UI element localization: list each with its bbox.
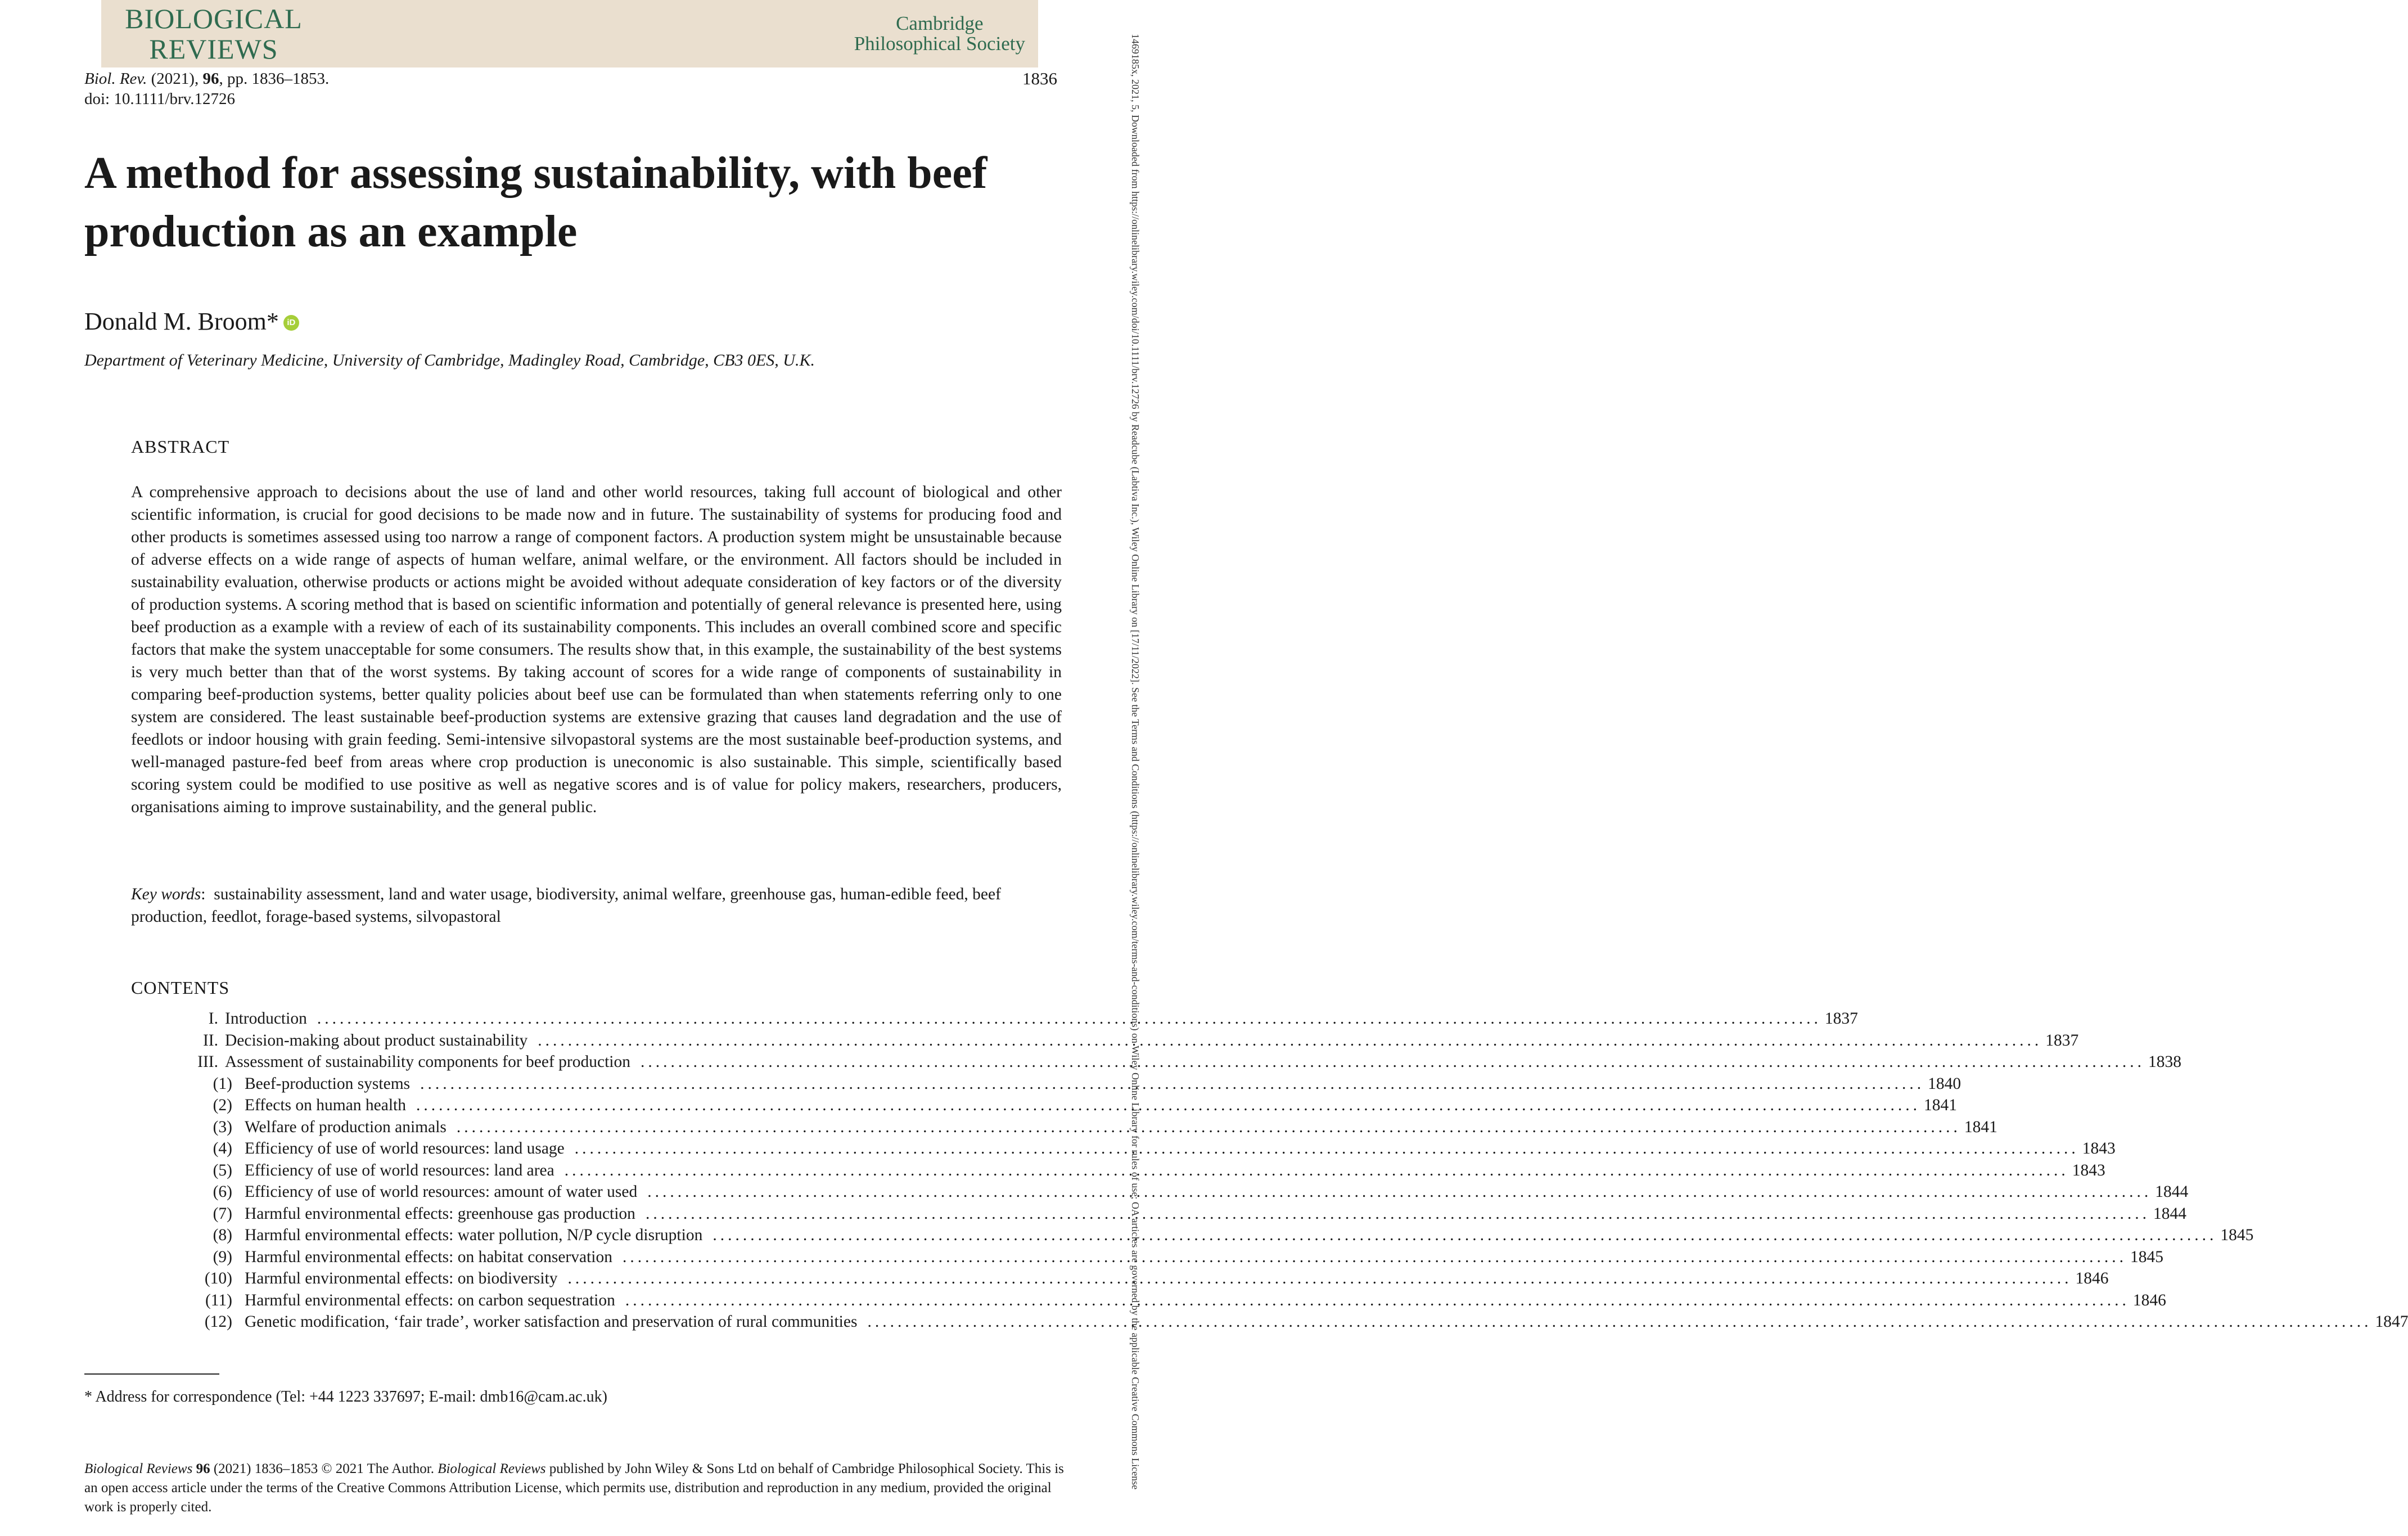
- toc-entry-number: (3): [213, 1118, 232, 1136]
- toc-entry-title: Harmful environmental effects: on habitat conservation: [245, 1247, 612, 1266]
- toc-entry-page: 1841: [1964, 1118, 1997, 1136]
- author-name: Donald M. Broom*: [84, 308, 279, 335]
- toc-entry-number: (9): [213, 1247, 232, 1266]
- toc-entry-title: Harmful environmental effects: water pollution, N/P cycle disruption: [245, 1226, 703, 1244]
- keywords: Key words: sustainability assessment, land and water usage, biodiversity, animal welfare, greenhouse gas, human-edible feed, beef production, feedlot, forage-based systems, silvopastoral: [131, 885, 1001, 926]
- citation-year: (2021),: [151, 70, 199, 88]
- toc-entry-page: 1846: [2132, 1291, 2166, 1309]
- author-affiliation: Department of Veterinary Medicine, University of Cambridge, Madingley Road, Cambridge, CB3 0ES, U.K.: [84, 351, 815, 370]
- toc-entry-title: Efficiency of use of world resources: amount of water used: [245, 1183, 638, 1201]
- toc-entry[interactable]: [131, 1268, 2109, 1290]
- toc-leader-dots: ........................................................................................................................................................................................................: [647, 1183, 2152, 1201]
- toc-entry[interactable]: [131, 1030, 2079, 1052]
- toc-leader-dots: ........................................................................................................................................................................................................: [574, 1139, 2079, 1157]
- toc-leader-dots: ........................................................................................................................................................................................................: [567, 1269, 2072, 1287]
- toc-entry-number: (8): [213, 1226, 232, 1244]
- license-journal-2: Biological Reviews: [438, 1461, 546, 1476]
- license-volume: 96: [196, 1461, 210, 1476]
- toc-entry[interactable]: [131, 1051, 2181, 1073]
- author-line: [84, 307, 299, 337]
- toc-entry-page: 1841: [1924, 1096, 1957, 1114]
- download-watermark: 1469185x, 2021, 5, Downloaded from https://onlinelibrary.wiley.com/doi/10.1111/brv.12726 by Readcube (Labtiva Inc.), Wiley Online Library on [17/11/2022]. See the Terms and Conditions (https://onlinelibrary.wiley.com/terms-and-conditions) on Wiley Online Library for rules of use; OA articles are governed by the applicable Creative Commons License: [1130, 34, 1141, 1490]
- toc-entry-page: 1846: [2075, 1269, 2109, 1287]
- keywords-label: Key words: [131, 885, 201, 903]
- toc-leader-dots: ........................................................................................................................................................................................................: [867, 1313, 2372, 1331]
- license-terms: published by John Wiley & Sons Ltd on behalf of Cambridge Philosophical Society. This is an open access article under the terms of the Creative Commons Attribution License, which permits use, distribution and reproduction in any medium, provided the original work is properly cited.: [84, 1461, 1064, 1515]
- toc-leader-dots: ........................................................................................................................................................................................................: [622, 1247, 2127, 1266]
- toc-entry-number: (2): [213, 1096, 232, 1114]
- toc-entry-page: 1844: [2153, 1204, 2186, 1223]
- toc-entry-number: (11): [205, 1291, 232, 1309]
- correspondence-footnote: * Address for correspondence (Tel: +44 1223 337697; E-mail: dmb16@cam.ac.uk): [84, 1388, 607, 1406]
- doi[interactable]: doi: 10.1111/brv.12726: [84, 90, 235, 108]
- toc-leader-dots: ........................................................................................................................................................................................................: [416, 1096, 1920, 1114]
- journal-name-line1: BIOLOGICAL: [125, 3, 303, 34]
- license-copyright: (2021) 1836–1853 © 2021 The Author.: [213, 1461, 434, 1476]
- toc-entry-page: 1843: [2082, 1139, 2116, 1157]
- toc-entry-page: 1847: [2375, 1313, 2408, 1331]
- toc-leader-dots: ........................................................................................................................................................................................................: [645, 1204, 2150, 1223]
- toc-entry[interactable]: [131, 1203, 2186, 1225]
- toc-entry-title: Efficiency of use of world resources: land usage: [245, 1139, 565, 1157]
- toc-entry[interactable]: [131, 1073, 1961, 1095]
- contents-heading: CONTENTS: [131, 978, 230, 998]
- toc-entry-number: II.: [202, 1031, 218, 1049]
- citation-line: [84, 69, 329, 89]
- toc-entry-title: Harmful environmental effects: on carbon sequestration: [245, 1291, 615, 1309]
- toc-entry-page: 1845: [2220, 1226, 2254, 1244]
- keywords-text: sustainability assessment, land and water usage, biodiversity, animal welfare, greenhouse gas, human-edible feed, beef production, feedlot, forage-based systems, silvopastoral: [131, 885, 1001, 926]
- toc-entry-number: (10): [204, 1269, 232, 1287]
- orcid-icon[interactable]: iD: [283, 315, 299, 331]
- toc-leader-dots: ........................................................................................................................................................................................................: [538, 1031, 2042, 1049]
- toc-entry[interactable]: [131, 1116, 1997, 1138]
- toc-entry-page: 1845: [2130, 1247, 2163, 1266]
- toc-entry[interactable]: [131, 1246, 2163, 1268]
- toc-entry-number: (7): [213, 1204, 232, 1223]
- toc-entry-page: 1844: [2155, 1183, 2189, 1201]
- toc-entry-title: Decision-making about product sustainability: [225, 1031, 528, 1049]
- toc-entry-number: (6): [213, 1183, 232, 1201]
- citation-pages: , pp. 1836–1853.: [219, 70, 330, 88]
- society-name-line1: Cambridge: [896, 12, 984, 34]
- table-of-contents: [131, 1008, 2408, 1333]
- toc-entry-number: I.: [208, 1010, 218, 1028]
- toc-leader-dots: ........................................................................................................................................................................................................: [317, 1010, 1821, 1028]
- footnote-divider: [84, 1373, 219, 1375]
- license-journal: Biological Reviews: [84, 1461, 193, 1476]
- toc-entry-title: Welfare of production animals: [245, 1118, 447, 1136]
- license-notice: [84, 1460, 1064, 1517]
- toc-entry-title: Genetic modification, ‘fair trade’, worker satisfaction and preservation of rural communities: [245, 1313, 858, 1331]
- toc-entry[interactable]: [131, 1224, 2254, 1246]
- toc-entry[interactable]: [131, 1008, 1858, 1030]
- society-name-line2: Philosophical Society: [854, 33, 1025, 55]
- toc-entry-number: (5): [213, 1161, 232, 1179]
- toc-leader-dots: ........................................................................................................................................................................................................: [420, 1074, 1925, 1093]
- toc-entry-page: 1840: [1928, 1074, 1961, 1093]
- toc-entry-page: 1838: [2148, 1053, 2181, 1071]
- toc-leader-dots: ........................................................................................................................................................................................................: [713, 1226, 2217, 1244]
- toc-entry-number: III.: [197, 1053, 218, 1071]
- toc-entry-page: 1843: [2072, 1161, 2105, 1179]
- toc-entry-title: Beef-production systems: [245, 1074, 411, 1093]
- toc-entry[interactable]: [131, 1181, 2189, 1203]
- article-title: A method for assessing sustainability, with beef production as an example: [84, 148, 987, 256]
- toc-leader-dots: ........................................................................................................................................................................................................: [640, 1053, 2145, 1071]
- toc-entry-title: Introduction: [225, 1010, 307, 1028]
- toc-entry-title: Efficiency of use of world resources: land area: [245, 1161, 554, 1179]
- toc-leader-dots: ........................................................................................................................................................................................................: [564, 1161, 2069, 1179]
- toc-entry-number: (4): [213, 1139, 232, 1157]
- toc-entry[interactable]: [131, 1290, 2166, 1312]
- toc-entry-page: 1837: [2045, 1031, 2079, 1049]
- toc-entry[interactable]: [131, 1094, 1957, 1116]
- page-number: 1836: [1022, 69, 1057, 88]
- journal-logo: [112, 3, 315, 64]
- toc-leader-dots: ........................................................................................................................................................................................................: [625, 1291, 2130, 1309]
- abstract-text: A comprehensive approach to decisions about the use of land and other world resources, taking full account of biological and other scientific information, is crucial for good decisions to be made now and in future. The sustainability of systems for producing food and other products is sometimes assessed using too narrow a range of component factors. A production system might be unsustainable because of adverse effects on a wide range of aspects of human welfare, animal welfare, or the environment. All factors should be included in sustainability evaluation, otherwise products or actions might be avoided without adequate consideration of key factors or of the diversity of production systems. A scoring method that is based on scientific information and potentially of general relevance is presented here, using beef production as a example with a review of each of its sustainability components. This includes an overall combined score and specific factors that make the system unacceptable for some consumers. The results show that, in this example, the sustainability of the best systems is very much better than that of the worst systems. By taking account of scores for a wide range of components of sustainability in comparing beef-production systems, better quality policies about beef use can be formulated than when statements referring only to one system are considered. The least sustainable beef-production systems are extensive grazing that causes land degradation and the use of feedlots or indoor housing with grain feeding. Semi-intensive silvopastoral systems are the most sustainable beef-production systems, and well-managed pasture-fed beef from areas where crop production is uneconomic is also sustainable. This simple, scientifically based scoring system could be modified to use positive as well as negative scores and is of value for policy makers, researchers, producers, organisations aiming to improve sustainability, and the general public.: [131, 483, 1062, 816]
- toc-entry-page: 1837: [1824, 1010, 1858, 1028]
- toc-entry-number: (1): [213, 1074, 232, 1093]
- toc-entry-title: Assessment of sustainability components for beef production: [225, 1053, 630, 1071]
- toc-entry[interactable]: [131, 1311, 2408, 1333]
- toc-entry[interactable]: [131, 1160, 2105, 1182]
- toc-entry-number: (12): [204, 1313, 232, 1331]
- toc-entry-title: Harmful environmental effects: greenhouse gas production: [245, 1204, 635, 1223]
- citation-journal: Biol. Rev.: [84, 70, 147, 88]
- journal-name-line2: REVIEWS: [149, 33, 278, 65]
- toc-entry-title: Effects on human health: [245, 1096, 406, 1114]
- toc-entry[interactable]: [131, 1138, 2116, 1160]
- society-logo: [854, 13, 1025, 54]
- citation: [84, 69, 329, 109]
- toc-leader-dots: ........................................................................................................................................................................................................: [456, 1118, 1961, 1136]
- toc-entry-title: Harmful environmental effects: on biodiversity: [245, 1269, 558, 1287]
- citation-volume: 96: [202, 70, 219, 88]
- abstract-heading: ABSTRACT: [131, 436, 230, 457]
